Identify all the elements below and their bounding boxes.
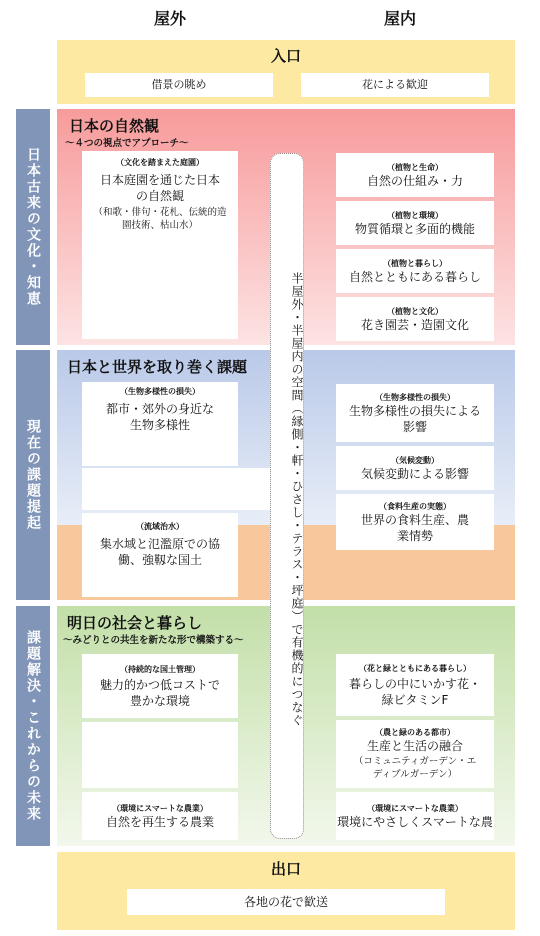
issues-right-tag-2: （気候変動） [391,455,439,465]
section-nature-subtitle: ～４つの視点でアプローチ～ [65,138,189,149]
nature-right-box-2 [336,201,494,245]
future-right-sub-2: （コミュニティガーデン・エディブルガーデン） [353,756,477,780]
section-future-title: 明日の社会と暮らし [67,614,203,632]
section-future-subtitle: ～みどりとの共生を新たな形で構築する～ [63,635,244,646]
future-left-box-2 [82,792,238,840]
future-right-box-2 [336,720,494,788]
issues-right-box-1 [336,384,494,442]
entrance-title: 入口 [270,47,301,65]
nature-left-main: 日本庭園を通じた日本の自然観 [99,173,220,203]
issues-left-box-2 [82,513,238,597]
nature-right-main-3: 自然とともにある暮らし [348,269,481,284]
future-right-box-3 [336,792,494,840]
exit-title: 出口 [270,860,301,878]
nature-right-tag-2: （植物と環境） [387,210,443,220]
entrance-right-box: 花による歓迎 [301,73,489,97]
future-right-main-2: 生産と生活の融合 [366,739,463,753]
exit-box: 各地の花で歓送 [127,889,445,915]
issues-right-main-1: 生物多様性の損失による影響 [348,403,481,434]
nature-right-main-1: 自然の仕組み・力 [366,173,463,188]
future-left-tag-1: （持続的な国土管理） [120,664,200,674]
future-left-tag-2: （環境にスマートな農業） [112,803,208,813]
outdoor-column-header: 屋外 [153,9,186,28]
nature-right-main-2: 物質循環と多面的機能 [354,221,475,236]
issues-right-tag-1: （生物多様性の損失） [375,392,455,402]
nature-right-box-3 [336,249,494,293]
issues-right-tag-3: （食料生産の実態） [379,501,451,511]
future-left-main-1: 魅力的かつ低コストで豊かな環境 [99,677,220,708]
nature-right-box-1 [336,153,494,197]
future-right-main-1: 暮らしの中にいかす花・緑ビタミンF [348,676,481,707]
nature-right-tag-4: （植物と文化） [387,306,443,316]
future-left-main-2: 自然を再生する農業 [105,814,214,829]
issues-right-box-3 [336,494,494,550]
side-label-future: 課題解決・これからの未来 [16,606,50,846]
section-issues-title: 日本と世界を取り巻く課題 [67,358,248,376]
nature-right-main-4: 花き園芸・造園文化 [360,317,469,332]
exit-panel [57,852,515,930]
future-right-tag-2: （農と緑のある都市） [375,728,455,737]
nature-right-tag-1: （植物と生命） [387,162,443,172]
nature-right-tag-3: （植物と暮らし） [383,258,447,268]
future-right-tag-3: （環境にスマートな農業） [367,803,463,813]
indoor-column-header: 屋内 [383,9,416,28]
nature-left-tag: （文化を踏まえた庭園） [116,158,204,167]
nature-right-box-4 [336,297,494,341]
section-nature-title: 日本の自然観 [69,117,160,135]
issues-left-main-1: 都市・郊外の身近な生物多様性 [106,402,215,432]
future-right-tag-1: （花と緑とともにある暮らし） [359,663,471,673]
issues-right-main-2: 気候変動による影響 [360,466,469,481]
entrance-panel [57,40,515,104]
side-label-issues: 現在の課題提起 [16,350,50,600]
issues-left-gap [82,468,302,510]
issues-left-box-1 [82,382,238,466]
future-right-box-1 [336,654,494,716]
nature-left-box [82,151,238,339]
nature-left-sub: （和歌・俳句・花札、伝統的造園技術、枯山水） [93,207,227,231]
issues-right-box-2 [336,446,494,490]
semi-outdoor-space-path: 半屋外・半屋内の空間（縁側・軒・ひさし・テラス・坪庭）で有機的につなぐ [270,153,304,839]
issues-left-tag-1: （生物多様性の損失） [120,387,200,396]
side-label-traditional: 日本古来の文化・知恵 [16,109,50,345]
future-left-gap [82,722,238,788]
future-left-box-1 [82,654,238,718]
issues-right-main-3: 世界の食料生産、農業情勢 [360,512,469,543]
entrance-left-box: 借景の眺め [85,73,273,97]
issues-left-main-2: 集水域と氾濫原での協働、強靱な国土 [99,537,220,567]
future-right-main-3: 環境にやさしくスマートな農 [337,814,493,829]
issues-left-tag-2: （流域治水） [136,522,184,531]
